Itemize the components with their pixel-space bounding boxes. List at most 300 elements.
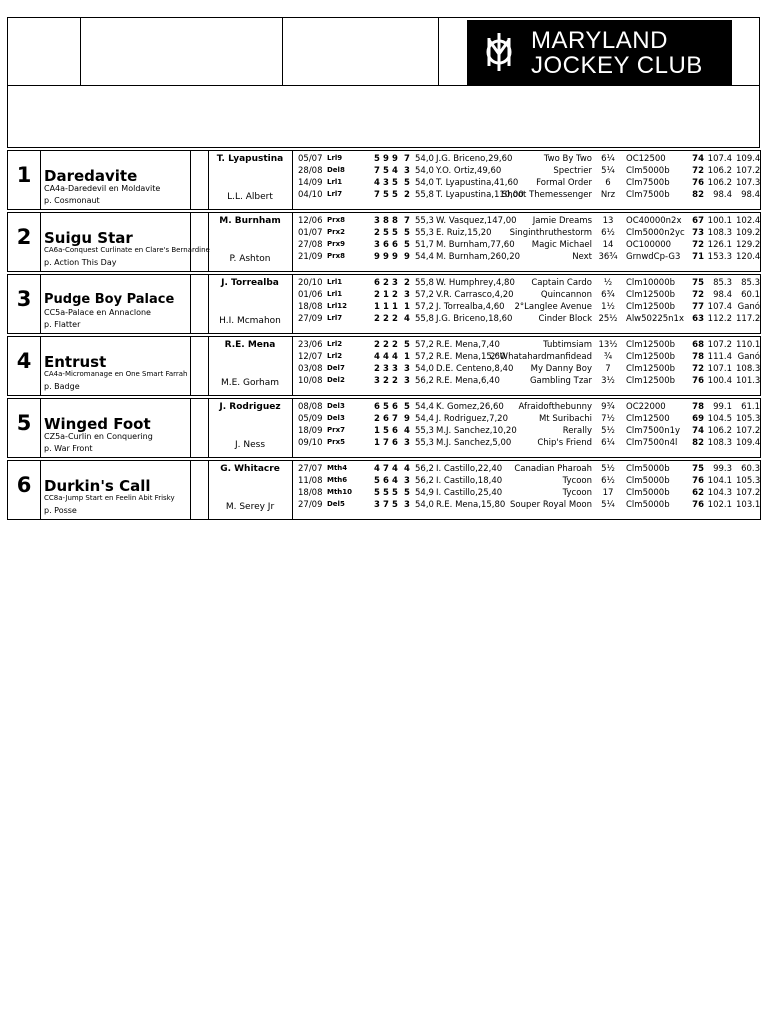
fraction-1: 102.1 bbox=[707, 500, 732, 510]
race-jockey: W. Vasquez,147,00 bbox=[436, 216, 517, 226]
race-class: Clm12500 bbox=[626, 414, 670, 424]
pedigree: CC8a-Jump Start en Feelin Abit Frisky bbox=[44, 494, 175, 502]
race-date: 27/08 bbox=[298, 240, 323, 250]
finish-position: 5 bbox=[404, 402, 410, 412]
past-race-row bbox=[294, 426, 760, 438]
weight: 56,2 bbox=[415, 476, 434, 486]
entry-number: 3 bbox=[16, 287, 32, 311]
logo-line1: MARYLAND bbox=[531, 27, 668, 54]
call-1: 4 bbox=[374, 464, 380, 474]
fraction-1: 112.2 bbox=[707, 314, 732, 324]
past-race-row bbox=[294, 352, 760, 364]
race-class: Clm12500b bbox=[626, 290, 676, 300]
race-class: Clm12500b bbox=[626, 302, 676, 312]
race-class: OC40000n2x bbox=[626, 216, 682, 226]
trainer-name: L.L. Albert bbox=[227, 192, 273, 202]
race-class: OC100000 bbox=[626, 240, 672, 250]
jockey-name: J. Rodriguez bbox=[219, 402, 281, 412]
call-3: 4 bbox=[392, 352, 398, 362]
fraction-1: 106.2 bbox=[707, 166, 732, 176]
race-date: 01/06 bbox=[298, 290, 323, 300]
race-track: Mth6 bbox=[327, 476, 348, 484]
weight: 54,0 bbox=[415, 500, 434, 510]
call-1: 3 bbox=[374, 500, 380, 510]
race-jockey: T. Lyapustina,41,60 bbox=[436, 178, 519, 188]
race-track: Del3 bbox=[327, 414, 345, 422]
call-1: 2 bbox=[374, 228, 380, 238]
weight: 51,7 bbox=[415, 240, 434, 250]
race-date: 09/10 bbox=[298, 438, 323, 448]
race-track: Del3 bbox=[327, 402, 345, 410]
call-1: 1 bbox=[374, 426, 380, 436]
race-track: Mth4 bbox=[327, 464, 348, 472]
race-class: Alw50225n1x bbox=[626, 314, 684, 324]
race-class: Clm12500b bbox=[626, 364, 676, 374]
header-cell-2 bbox=[80, 18, 283, 85]
finish-position: 2 bbox=[404, 190, 410, 200]
weight: 55,3 bbox=[415, 438, 434, 448]
winner-name: Two By Two bbox=[543, 154, 592, 164]
fraction-2: Ganó bbox=[737, 352, 760, 362]
speed-figure: 82 bbox=[692, 438, 704, 448]
race-jockey: R.E. Mena,15,80 bbox=[436, 500, 506, 510]
divider bbox=[190, 398, 191, 458]
margin: 13½ bbox=[598, 340, 618, 350]
speed-figure: 74 bbox=[692, 426, 704, 436]
weight: 55,3 bbox=[415, 228, 434, 238]
winner-name: Souper Royal Moon bbox=[510, 500, 592, 510]
call-2: 6 bbox=[383, 240, 389, 250]
entry-number: 6 bbox=[16, 473, 32, 497]
call-2: 8 bbox=[383, 216, 389, 226]
fraction-2: 109.2 bbox=[736, 228, 761, 238]
call-3: 6 bbox=[392, 438, 398, 448]
fraction-2: 109.4 bbox=[736, 154, 761, 164]
call-3: 5 bbox=[392, 500, 398, 510]
race-date: 03/08 bbox=[298, 364, 323, 374]
margin: 14 bbox=[602, 240, 614, 250]
margin: 5¼ bbox=[601, 500, 615, 510]
winner-name: Afraidofthebunny bbox=[518, 402, 592, 412]
past-race-row bbox=[294, 302, 760, 314]
race-track: Lrl9 bbox=[327, 154, 343, 162]
call-2: 9 bbox=[383, 252, 389, 262]
horse-name: Entrust bbox=[44, 353, 107, 371]
call-2: 2 bbox=[383, 278, 389, 288]
call-1: 7 bbox=[374, 190, 380, 200]
past-race-row bbox=[294, 290, 760, 302]
speed-figure: 76 bbox=[692, 178, 704, 188]
fraction-2: 60.3 bbox=[741, 464, 760, 474]
past-race-row bbox=[294, 488, 760, 500]
race-jockey: R.E. Mena,7,40 bbox=[436, 340, 500, 350]
entry-row bbox=[7, 336, 761, 396]
divider bbox=[190, 150, 191, 210]
finish-position: 7 bbox=[404, 216, 410, 226]
fraction-1: 85.3 bbox=[713, 278, 732, 288]
race-track: Prx8 bbox=[327, 216, 345, 224]
race-class: Clm5000b bbox=[626, 464, 670, 474]
call-2: 3 bbox=[383, 364, 389, 374]
margin: 7½ bbox=[601, 414, 615, 424]
entry-number: 2 bbox=[16, 225, 32, 249]
race-jockey: K. Gomez,26,60 bbox=[436, 402, 504, 412]
fraction-2: 105.3 bbox=[736, 476, 761, 486]
header-cell-1 bbox=[8, 18, 81, 85]
race-date: 14/09 bbox=[298, 178, 323, 188]
race-jockey: E. Ruiz,15,20 bbox=[436, 228, 492, 238]
call-2: 5 bbox=[383, 228, 389, 238]
fraction-2: 107.2 bbox=[736, 426, 761, 436]
race-track: Prx9 bbox=[327, 240, 345, 248]
race-class: Clm5000b bbox=[626, 500, 670, 510]
fraction-2: 107.2 bbox=[736, 488, 761, 498]
finish-position: 4 bbox=[404, 426, 410, 436]
race-jockey: M. Burnham,260,20 bbox=[436, 252, 521, 262]
call-2: 4 bbox=[383, 352, 389, 362]
weight: 55,8 bbox=[415, 190, 434, 200]
margin: 6¾ bbox=[601, 290, 615, 300]
call-1: 3 bbox=[374, 216, 380, 226]
call-1: 9 bbox=[374, 252, 380, 262]
past-race-row bbox=[294, 154, 760, 166]
logo-line2: JOCKEY CLUB bbox=[531, 52, 703, 79]
weight: 57,2 bbox=[415, 290, 434, 300]
race-date: 28/08 bbox=[298, 166, 323, 176]
winner-name: Next bbox=[572, 252, 592, 262]
finish-position: 7 bbox=[404, 154, 410, 164]
fraction-2: 61.1 bbox=[741, 402, 760, 412]
divider bbox=[40, 460, 41, 520]
race-date: 05/09 bbox=[298, 414, 323, 424]
divider bbox=[292, 150, 293, 210]
race-class: Clm7500n1y bbox=[626, 426, 681, 436]
speed-figure: 73 bbox=[692, 228, 704, 238]
entry-row bbox=[7, 460, 761, 520]
call-3: 9 bbox=[392, 252, 398, 262]
divider bbox=[40, 150, 41, 210]
weight: 54,0 bbox=[415, 166, 434, 176]
divider bbox=[292, 212, 293, 272]
call-3: 6 bbox=[392, 240, 398, 250]
fraction-2: 107.3 bbox=[736, 178, 761, 188]
race-class: Clm5000b bbox=[626, 488, 670, 498]
race-jockey: R.E. Mena,6,40 bbox=[436, 376, 500, 386]
horse-name: Suigu Star bbox=[44, 229, 133, 247]
finish-position: 9 bbox=[404, 414, 410, 424]
speed-figure: 77 bbox=[692, 302, 704, 312]
call-1: 3 bbox=[374, 376, 380, 386]
past-race-row bbox=[294, 240, 760, 252]
race-jockey: J.G. Briceno,18,60 bbox=[436, 314, 513, 324]
horse-name: Durkin's Call bbox=[44, 477, 151, 495]
winner-name: Mt Suribachi bbox=[538, 414, 592, 424]
winner-name: Tubtimsiam bbox=[543, 340, 592, 350]
call-2: 6 bbox=[383, 476, 389, 486]
race-track: Prx8 bbox=[327, 252, 345, 260]
fraction-2: 105.3 bbox=[736, 414, 761, 424]
fraction-2: 98.4 bbox=[741, 190, 760, 200]
call-1: 1 bbox=[374, 438, 380, 448]
call-1: 2 bbox=[374, 340, 380, 350]
call-1: 4 bbox=[374, 352, 380, 362]
header-band bbox=[7, 86, 760, 148]
winner-name: Singinthruthestorm bbox=[509, 228, 592, 238]
race-class: Clm7500b bbox=[626, 178, 670, 188]
race-jockey: I. Castillo,22,40 bbox=[436, 464, 503, 474]
call-2: 7 bbox=[383, 500, 389, 510]
pedigree: CZ5a-Curlin en Conquering bbox=[44, 432, 153, 441]
race-track: Prx2 bbox=[327, 228, 345, 236]
horse-name: Daredavite bbox=[44, 167, 138, 185]
call-3: 2 bbox=[392, 314, 398, 324]
call-3: 3 bbox=[392, 364, 398, 374]
winner-name: Gambling Tzar bbox=[529, 376, 592, 386]
speed-figure: 68 bbox=[692, 340, 704, 350]
header-cell-3 bbox=[282, 18, 439, 85]
speed-figure: 78 bbox=[692, 402, 704, 412]
weight: 54,4 bbox=[415, 252, 434, 262]
jockey-name: G. Whitacre bbox=[220, 464, 280, 474]
fraction-2: 103.1 bbox=[736, 500, 761, 510]
margin: ½ bbox=[603, 278, 613, 288]
call-1: 5 bbox=[374, 476, 380, 486]
speed-figure: 75 bbox=[692, 464, 704, 474]
call-3: 6 bbox=[392, 426, 398, 436]
fraction-1: 104.3 bbox=[707, 488, 732, 498]
call-2: 5 bbox=[383, 166, 389, 176]
weight: 55,3 bbox=[415, 426, 434, 436]
fraction-1: 107.2 bbox=[707, 340, 732, 350]
winner-name: Formal Order bbox=[536, 178, 592, 188]
past-race-row bbox=[294, 402, 760, 414]
past-race-row bbox=[294, 178, 760, 190]
fraction-1: 111.4 bbox=[707, 352, 732, 362]
fraction-1: 98.4 bbox=[713, 290, 732, 300]
call-1: 2 bbox=[374, 414, 380, 424]
race-track: Prx5 bbox=[327, 438, 345, 446]
fraction-1: 106.2 bbox=[707, 178, 732, 188]
race-class: Clm5000b bbox=[626, 166, 670, 176]
pedigree: CA4a-Micromanage en One Smart Farrah bbox=[44, 370, 188, 378]
speed-figure: 69 bbox=[692, 414, 704, 424]
call-2: 5 bbox=[383, 488, 389, 498]
winner-name: 2°Whatahardmanfidead bbox=[490, 352, 592, 362]
margin: ¾ bbox=[603, 352, 613, 362]
divider bbox=[40, 336, 41, 396]
winner-name: Tycoon bbox=[562, 488, 592, 498]
winner-name: Shoot Themessenger bbox=[501, 190, 592, 200]
fraction-2: 60.1 bbox=[741, 290, 760, 300]
fraction-2: 101.3 bbox=[736, 376, 761, 386]
past-race-row bbox=[294, 228, 760, 240]
speed-figure: 76 bbox=[692, 500, 704, 510]
winner-name: Magic Michael bbox=[531, 240, 592, 250]
margin: 6 bbox=[605, 178, 611, 188]
speed-figure: 71 bbox=[692, 252, 704, 262]
speed-figure: 63 bbox=[692, 314, 704, 324]
fraction-1: 98.4 bbox=[713, 190, 732, 200]
race-track: Del2 bbox=[327, 376, 345, 384]
race-jockey: I. Castillo,18,40 bbox=[436, 476, 503, 486]
fraction-1: 99.1 bbox=[713, 402, 732, 412]
race-track: Lrl2 bbox=[327, 340, 343, 348]
club-monogram-icon bbox=[485, 30, 513, 74]
fraction-1: 126.1 bbox=[707, 240, 732, 250]
call-2: 5 bbox=[383, 190, 389, 200]
weight: 54,0 bbox=[415, 154, 434, 164]
race-date: 20/10 bbox=[298, 278, 323, 288]
past-race-row bbox=[294, 476, 760, 488]
sire-line: p. Posse bbox=[44, 506, 77, 515]
finish-position: 3 bbox=[404, 476, 410, 486]
speed-figure: 72 bbox=[692, 290, 704, 300]
fraction-1: 107.1 bbox=[707, 364, 732, 374]
horse-name: Pudge Boy Palace bbox=[44, 292, 175, 307]
race-date: 12/07 bbox=[298, 352, 323, 362]
trainer-name: M. Serey Jr bbox=[225, 502, 275, 512]
race-jockey: R.E. Mena,15,60 bbox=[436, 352, 506, 362]
race-track: Del5 bbox=[327, 500, 345, 508]
past-race-row bbox=[294, 364, 760, 376]
winner-name: Tycoon bbox=[562, 476, 592, 486]
winner-name: Chip's Friend bbox=[537, 438, 592, 448]
weight: 54,9 bbox=[415, 488, 434, 498]
race-class: Clm5000n2yc bbox=[626, 228, 685, 238]
speed-figure: 76 bbox=[692, 476, 704, 486]
winner-name: Rerally bbox=[562, 426, 592, 436]
race-date: 23/06 bbox=[298, 340, 323, 350]
fraction-2: 117.2 bbox=[736, 314, 761, 324]
margin: 36¾ bbox=[598, 252, 618, 262]
pedigree: CA4a-Daredevil en Moldavite bbox=[44, 184, 161, 193]
call-1: 2 bbox=[374, 314, 380, 324]
call-2: 6 bbox=[383, 414, 389, 424]
call-1: 2 bbox=[374, 364, 380, 374]
margin: 6¼ bbox=[601, 438, 615, 448]
weight: 56,2 bbox=[415, 376, 434, 386]
fraction-1: 153.3 bbox=[707, 252, 732, 262]
fraction-2: 102.4 bbox=[736, 216, 761, 226]
call-2: 2 bbox=[383, 376, 389, 386]
margin: 1½ bbox=[601, 302, 615, 312]
weight: 55,8 bbox=[415, 314, 434, 324]
race-jockey: M.J. Sanchez,5,00 bbox=[436, 438, 512, 448]
fraction-2: 107.2 bbox=[736, 166, 761, 176]
winner-name: Quincannon bbox=[540, 290, 592, 300]
margin: 5½ bbox=[601, 464, 615, 474]
finish-position: 9 bbox=[404, 252, 410, 262]
race-date: 11/08 bbox=[298, 476, 323, 486]
race-class: Clm12500b bbox=[626, 352, 676, 362]
finish-position: 5 bbox=[404, 178, 410, 188]
divider bbox=[292, 398, 293, 458]
race-date: 08/08 bbox=[298, 402, 323, 412]
winner-name: Jamie Dreams bbox=[532, 216, 592, 226]
call-1: 4 bbox=[374, 178, 380, 188]
call-1: 2 bbox=[374, 290, 380, 300]
race-class: GrnwdCp-G3 bbox=[626, 252, 681, 262]
sire-line: p. War Front bbox=[44, 444, 93, 453]
fraction-1: 100.1 bbox=[707, 216, 732, 226]
race-class: Clm12500b bbox=[626, 340, 676, 350]
winner-name: My Danny Boy bbox=[530, 364, 592, 374]
call-2: 9 bbox=[383, 154, 389, 164]
weight: 54,0 bbox=[415, 178, 434, 188]
entry-number: 5 bbox=[16, 411, 32, 435]
weight: 54,4 bbox=[415, 402, 434, 412]
fraction-1: 104.1 bbox=[707, 476, 732, 486]
past-race-row bbox=[294, 216, 760, 228]
race-date: 01/07 bbox=[298, 228, 323, 238]
speed-figure: 78 bbox=[692, 352, 704, 362]
race-date: 12/06 bbox=[298, 216, 323, 226]
race-jockey: J. Torrealba,4,60 bbox=[436, 302, 505, 312]
weight: 55,8 bbox=[415, 278, 434, 288]
call-3: 2 bbox=[392, 376, 398, 386]
pedigree: CC5a-Palace en Annaclone bbox=[44, 308, 151, 317]
entry-row bbox=[7, 398, 761, 458]
call-2: 7 bbox=[383, 464, 389, 474]
finish-position: 2 bbox=[404, 278, 410, 288]
race-date: 21/09 bbox=[298, 252, 323, 262]
weight: 55,3 bbox=[415, 216, 434, 226]
race-track: Lrl1 bbox=[327, 290, 343, 298]
call-2: 5 bbox=[383, 402, 389, 412]
margin: 3½ bbox=[601, 376, 615, 386]
call-3: 2 bbox=[392, 290, 398, 300]
trainer-name: H.I. Mcmahon bbox=[219, 316, 281, 326]
finish-position: 3 bbox=[404, 500, 410, 510]
call-1: 7 bbox=[374, 166, 380, 176]
divider bbox=[190, 460, 191, 520]
past-race-row bbox=[294, 166, 760, 178]
call-3: 4 bbox=[392, 476, 398, 486]
weight: 54,0 bbox=[415, 364, 434, 374]
call-1: 5 bbox=[374, 154, 380, 164]
jockey-name: J. Torrealba bbox=[221, 278, 279, 288]
weight: 56,2 bbox=[415, 464, 434, 474]
fraction-1: 108.3 bbox=[707, 228, 732, 238]
divider bbox=[190, 336, 191, 396]
call-3: 7 bbox=[392, 414, 398, 424]
race-date: 27/09 bbox=[298, 500, 323, 510]
fraction-2: 110.1 bbox=[736, 340, 761, 350]
jockey-name: T. Lyapustina bbox=[216, 154, 284, 164]
divider bbox=[292, 460, 293, 520]
race-date: 10/08 bbox=[298, 376, 323, 386]
fraction-1: 107.4 bbox=[707, 302, 732, 312]
call-2: 2 bbox=[383, 340, 389, 350]
fraction-1: 108.3 bbox=[707, 438, 732, 448]
maryland-jockey-club-logo bbox=[467, 20, 732, 85]
weight: 54,4 bbox=[415, 414, 434, 424]
past-race-row bbox=[294, 414, 760, 426]
finish-position: 5 bbox=[404, 340, 410, 350]
winner-name: Spectrier bbox=[553, 166, 592, 176]
fraction-1: 104.5 bbox=[707, 414, 732, 424]
sire-line: p. Action This Day bbox=[44, 258, 117, 267]
call-1: 6 bbox=[374, 278, 380, 288]
divider bbox=[190, 212, 191, 272]
race-date: 27/09 bbox=[298, 314, 323, 324]
call-2: 2 bbox=[383, 314, 389, 324]
call-3: 5 bbox=[392, 228, 398, 238]
call-2: 1 bbox=[383, 302, 389, 312]
call-3: 5 bbox=[392, 190, 398, 200]
race-class: Clm10000b bbox=[626, 278, 676, 288]
past-race-row bbox=[294, 190, 760, 202]
